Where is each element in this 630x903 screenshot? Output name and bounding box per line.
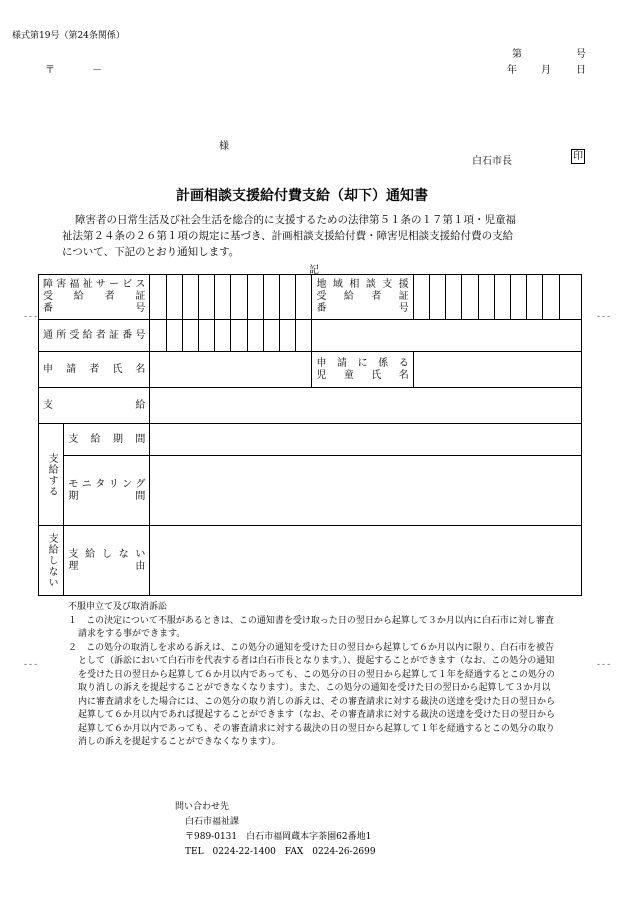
monitoring-period-field[interactable] [150,456,582,526]
digit-cell[interactable] [199,320,215,352]
intro-line-1: 障害者の日常生活及び社会生活を総合的に支援するための法律第５１条の１７第１項・児童福 [75,214,516,226]
table-row-recipient-number [39,275,582,320]
child-name-label: 申請に係る 児童氏名 [312,352,413,388]
ki-label: 記 [309,265,319,276]
pay-period-field[interactable] [150,424,582,456]
digit-cell[interactable] [510,275,526,320]
digit-cell[interactable] [296,275,312,320]
table-row-pay-period [39,424,582,456]
reason-label: 支給しない 理由 [64,526,150,596]
recipient-number-label: 障害福祉サービス 受給者証 番号 [39,275,150,320]
date-month: 月 [541,65,551,76]
monitoring-period-label: モニタリング 期間 [64,456,150,526]
seal-box: 印 [573,151,583,162]
table-row-applicant [39,352,582,388]
contact-block [175,800,376,860]
contact-dept: 白石市福祉課 [185,817,240,827]
digit-cell[interactable] [182,320,198,352]
page-title: 計画相談支援給付費支給（却下）通知書 [176,188,428,204]
blank-cell [312,320,582,352]
digit-cell[interactable] [263,320,279,352]
payment-field[interactable] [150,388,582,424]
contact-address: 〒989-0131 白石市福岡蔵本字茶園62番地1 [185,832,372,842]
table-row-pay-no [39,526,582,596]
postal-dash: － [92,65,102,76]
applicant-name-label: 申請者氏名 [39,352,150,388]
digit-cell[interactable] [215,320,231,352]
notes-section [68,601,558,750]
digit-cell[interactable] [280,275,296,320]
punch-mark-right-top: --- [597,312,613,322]
digit-cell[interactable] [150,320,166,352]
digit-cell[interactable] [446,275,462,320]
issuer: 白石市長 [472,156,512,167]
commuter-number-label: 通所受給者証番号 [39,320,150,352]
pay-period-label: 支給期間 [64,424,150,456]
table-row-payment [39,388,582,424]
contact-phone: TEL 0224-22-1400 FAX 0224-26-2699 [185,847,376,857]
digit-cell[interactable] [494,275,510,320]
notes-heading: 不服申立て及び取消訴訟 [68,602,168,612]
date-day: 日 [576,65,586,76]
payment-label: 支給 [39,388,150,424]
digit-cell[interactable] [478,275,494,320]
digit-cell[interactable] [231,320,247,352]
intro-line-2: 祉法第２４条の２６第１項の規定に基づき、計画相談支援給付費・障害児相談支援給付費の支給 [62,230,514,242]
table-row-commuter-number [39,320,582,352]
digit-cell[interactable] [247,275,263,320]
postal-mark: 〒 [45,65,55,76]
digit-cell[interactable] [296,320,312,352]
doc-number-dai: 第 [512,49,522,60]
pay-yes-label: 支給する [39,424,64,526]
digit-cell[interactable] [559,275,581,320]
digit-cell[interactable] [199,275,215,320]
addressee-suffix: 様 [219,141,229,152]
note-item-1: １ この決定について不服があるときは、この通知書を受け取った日の翌日から起算して３か月以内に白石市に対し審査請求をする事ができます。 [68,615,554,639]
date-year: 年 [507,65,517,76]
note-item-2: ２ この処分の取消しを求める訴えは、この処分の通知を受けた日の翌日から起算して６か月以内に限り、白石市を被告として（訴訟において白石市を代表する者は白石市長となります。）、提起することができます（なお、この処分の通知を受けた日の翌日から起算して６か月以内であっても、この処分の日の翌日から起算して１年を経過するとこの処分の取り消しの訴えを提起することができなくなります）。また、この処分の通知を受けた日の翌日から起算して３か月以内に審査請求をした場合には、この処分の取り消しの訴えは、その審査請求に対する裁決の送達を受けた日の翌日から起算して６か月以内であれば提起することができます（なお、その審査請求に対する裁決の送達を受けた日の翌日から起算して６か月以内であっても、その審査請求に対する裁決の日の翌日から起算して１年を経過するとこの処分の取り消しの訴えを提起することができなくなります）。 [68,642,556,747]
digit-cell[interactable] [231,275,247,320]
digit-cell[interactable] [429,275,445,320]
applicant-name-field[interactable] [150,352,312,388]
digit-cell[interactable] [247,320,263,352]
punch-mark-right-bottom: --- [597,660,613,670]
punch-mark-left-bottom: --- [24,660,40,670]
digit-cell[interactable] [166,320,182,352]
digit-cell[interactable] [263,275,279,320]
doc-number-go: 号 [576,49,586,60]
digit-cell[interactable] [413,275,429,320]
contact-heading: 問い合わせ先 [175,802,230,812]
digit-cell[interactable] [150,275,166,320]
child-name-field[interactable] [413,352,581,388]
digit-cell[interactable] [462,275,478,320]
table-row-monitoring [39,456,582,526]
pay-no-label: 支給しない [39,526,64,596]
digit-cell[interactable] [215,275,231,320]
digit-cell[interactable] [166,275,182,320]
digit-cell[interactable] [182,275,198,320]
region-number-label: 地域相談支援 受給者証 番号 [312,275,413,320]
punch-mark-left-top: --- [24,312,40,322]
digit-cell[interactable] [527,275,543,320]
digit-cell[interactable] [280,320,296,352]
intro-line-3: について、下記のとおり通知します。 [62,246,240,258]
digit-cell[interactable] [543,275,559,320]
notification-table [38,274,582,596]
form-number: 様式第19号（第24条関係） [12,31,125,41]
reason-field[interactable] [150,526,582,596]
